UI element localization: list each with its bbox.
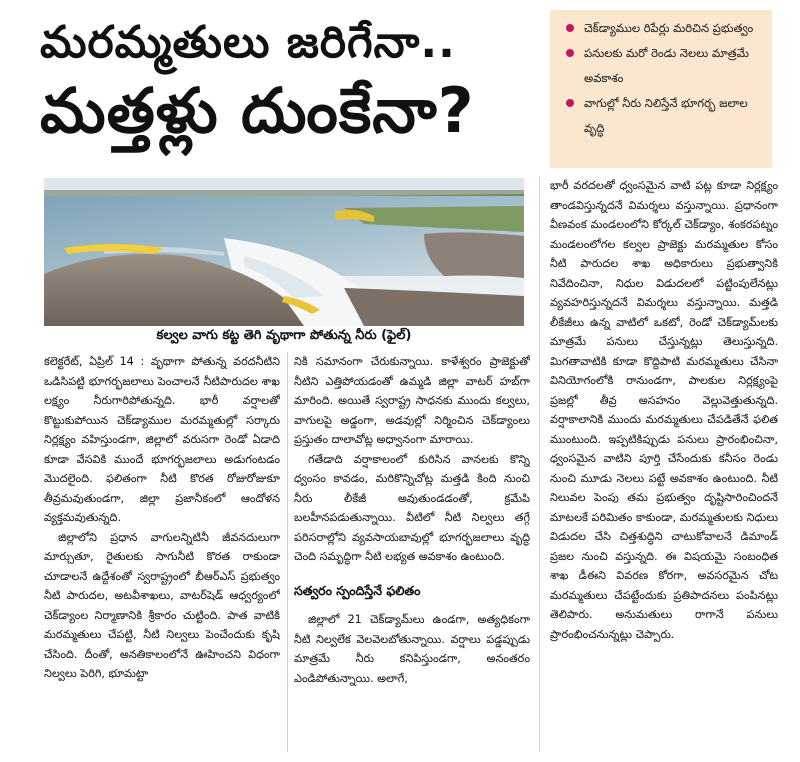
- news-photo: [44, 178, 524, 326]
- article-column-1: [44, 352, 280, 752]
- bullet-icon: [566, 24, 574, 32]
- article-column-3: [550, 176, 778, 752]
- photo-caption: కల్వల వాగు కట్ట తెగి వృథాగా పోతున్న నీరు (ఫైల్): [156, 328, 412, 343]
- highlight-item: [562, 41, 764, 91]
- column-divider: [287, 352, 288, 752]
- highlight-text: పనులకు మరో రెండు నెలలు మాత్రమే అవకాశం: [584, 46, 749, 85]
- column-divider: [539, 176, 540, 752]
- highlight-text: వాగుల్లో నీరు నిలిస్తేనే భూగర్భ జలాల వృద్ధి: [584, 96, 748, 135]
- highlight-item: [562, 16, 764, 41]
- highlight-text: చెక్‌డ్యాముల రిపేర్లు మరిచిన ప్రభుత్వం: [584, 21, 754, 35]
- headline-line-2: మత్తళ్లు దుంకేనా?: [40, 74, 475, 147]
- paragraph: జిల్లాలో 21 చెక్‌డ్యామ్‌లు ఉండగా, అత్యధికంగా నీటి నిల్వలేక వెలవెలబోతున్నాయి. వర్షాలు పడ్డప్పుడు మాత్రమే నీరు కనిపిస్తుండగా, అనంతరం ఎండిపోతున్నాయి. అలాగే,: [294, 613, 530, 685]
- paragraph: కలెక్టరేట్, ఏప్రిల్ 14 : వృథాగా పోతున్న వరదనీటిని ఒడిసిపట్టి భూగర్భజలాలు పెంచాలనే నీటిపారుదల శాఖ లక్ష్యం నీరుగారిపోతున్నది. భారీ వర్షాలతో కొట్టుకుపోయిన చెక్‌డ్యాముల మరమ్మతుల్లో సర్కారు నిర్లక్ష్యం వహిస్తుండగా, జిల్లాలో వరుసగా రెండో ఏడాది కూడా వేసవికి ముందే భూగర్భజలాలు అడుగంటడం మొదలైంది. ఫలితంగా నీటి కొరత రోజురోజుకూ తీవ్రమవుతుండగా, జిల్లా ప్రజానీకంలో ఆందోళన వ్యక్తమవుతున్నది.: [44, 355, 280, 524]
- highlights-box: [550, 10, 772, 168]
- subheading: సత్వరం స్పందిస్తేనే ఫలితం: [294, 582, 421, 598]
- article-column-2: [294, 352, 530, 752]
- paragraph: జిల్లాలోని ప్రధాన వాగులన్నిటినీ జీవనదులుగా మార్చుతూ, రైతులకు సాగునీటి కొరత రాకుండా చూడాలనే ఉద్దేశంతో స్వరాష్ట్రంలో బీఆర్‌ఎస్ ప్రభుత్వం నీటి పారుదల, అటవీశాఖలు, వాటర్‌షెడ్ ఆధ్వర్యంలో చెక్‌డ్యాంల నిర్మాణానికి శ్రీకారం చుట్టింది. పాత వాటికి మరమ్మతులు చేపట్టి, నీటి నిల్వలు పెంచేందుకు కృషి చేసింది. దీంతో, అనతికాలంలోనే ఊహించని విధంగా నిల్వలు పెరిగి, భూమట్టా: [44, 530, 280, 680]
- paragraph: గతేడాది వర్షాకాలంలో కురిసిన వానలకు కొన్ని ధ్వంసం కావడం, మరికొన్నిచోట్ల మత్తడి కింది నుంచి నీరు లీకేజీ అవుతుండడంతో, క్రమేపి బలహీనపడుతున్నాయి. వీటిలో నీటి నిల్వలు తగ్గే పరిసరాల్లోని వ్యవసాయబావుల్లో భూగర్భజలాలు వృద్ధి చెంది సమృద్ధిగా నీటి లభ్యత అవకాశం ఉంటుంది.: [294, 452, 530, 563]
- headline: [40, 14, 550, 150]
- headline-line-1: మరమ్మతులు జరిగేనా..: [40, 17, 456, 68]
- bullet-icon: [566, 49, 574, 57]
- paragraph: నికి సమానంగా చేరుకున్నాయి. కాళేశ్వరం ప్రాజెక్టుతో నీటిని ఎత్తిపోయడంతో ఉమ్మడి జిల్లా వాటర్ హబ్‌గా మారింది. అయితే స్వరాష్ట్ర సాధనకు ముందు కల్వలు, వాగులపై అడ్డంగా, అడవుల్లో నిర్మించిన చెక్‌డ్యాంలు ప్రస్తుతం దాలావోట్ల అధ్వానంగా మారాయి.: [294, 355, 530, 446]
- bullet-icon: [566, 99, 574, 107]
- paragraph: భారీ వరదలతో ధ్వంసమైన వాటి పట్ల కూడా నిర్లక్ష్యం తాండవిస్తున్నదనే విమర్శలు వస్తున్నాయి. ప్రధానంగా వీణవంక మండలంలోని కోర్కల్ చెక్‌డ్యాం, శంకరపట్నం మండలంలోగల కల్వల ప్రాజెక్టు మరమ్మతుల కోసం నీటి పారుదల శాఖ అధికారులు ప్రభుత్వానికి నివేదించినా, నిధుల విడుదలలో పట్టింపులేనట్లు వ్యవహరిస్తున్నదనే విమర్శలు వస్తున్నాయి. మత్తడి లీకేజీలు ఉన్న వాటిలో ఒకటో, రెండో చెక్‌డ్యామ్‌లకు మాత్రమే పనులు చేస్తున్నట్లు తెలుస్తున్నది. మిగతావాటికి కూడా కొద్దిపాటి మరమ్మతులు చేసినా వినియోగంలోకి రానుండగా, పాలకుల నిర్లక్ష్యంపై ప్రజల్లో తీవ్ర అసహనం వెల్లువెత్తుతున్నది. వర్షాకాలానికి ముందు మరమ్మతులు చేపడితేనే ఫలిత ముంటుంది. ఇప్పటికిప్పుడు పనులు ప్రారంభించినా, ధ్వంసమైన వాటిని పూర్తి చేసేందుకు కనీసం రెండు నుంచి మూడు నెలలు పట్టే అవకాశం ఉంటుంది. నీటి నిలువల పెంపు తమ ప్రభుత్వం దృష్టిసారించిందనే మాటలకే పరిమితం కాకుండా, మరమ్మతులకు నిధులు విడుదల చేసి చిత్తశుద్ధిని చాటుకోవాలనే డిమాండ్ ప్రజల నుంచి వస్తున్నది. ఈ విషయమై సంబంధిత శాఖ డీఈని వివరణ కోరగా, అవసరమైన చోట మరమ్మతులు చేపట్టేందుకు ప్రతిపాదనలు పంపినట్లు తెలిపారు. అనుమతులు రాగానే పనులు ప్రారంభించనున్నట్లు చెప్పారు.: [550, 179, 778, 641]
- highlight-item: [562, 91, 764, 141]
